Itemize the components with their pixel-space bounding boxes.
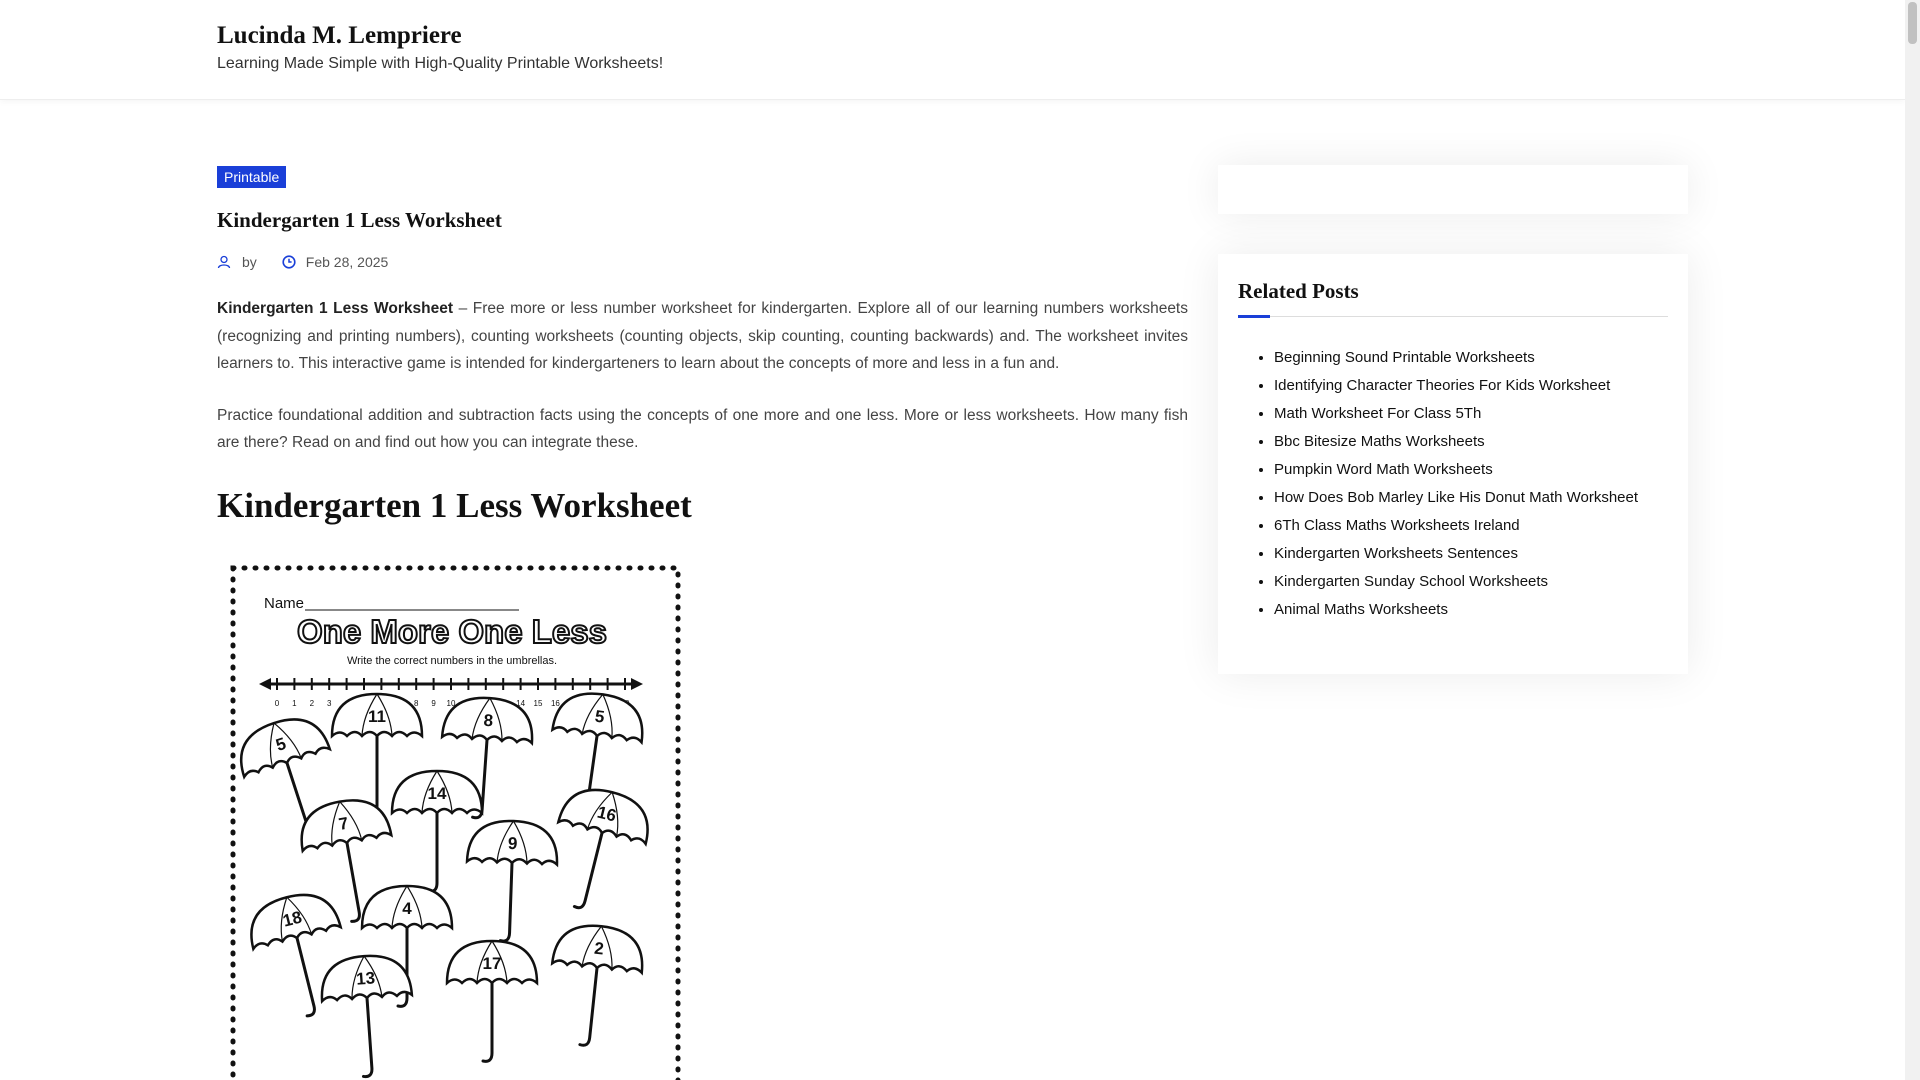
user-icon bbox=[217, 255, 231, 269]
umbrella-number: 11 bbox=[368, 707, 386, 726]
related-post-link[interactable]: 6Th Class Maths Worksheets Ireland bbox=[1274, 517, 1520, 534]
intro-paragraph bbox=[217, 295, 1188, 378]
worksheet-title: One More One Less bbox=[297, 613, 607, 650]
related-post-item bbox=[1274, 400, 1684, 428]
umbrella-number: 8 bbox=[482, 710, 494, 731]
umbrella-number: 7 bbox=[337, 813, 350, 834]
umbrella-number: 16 bbox=[595, 802, 619, 826]
related-post-link[interactable]: Beginning Sound Printable Worksheets bbox=[1274, 349, 1535, 366]
umbrella-number: 17 bbox=[482, 954, 502, 973]
number-line-label: 2 bbox=[309, 699, 315, 708]
number-line-label: 15 bbox=[533, 699, 543, 708]
post-content bbox=[217, 166, 1188, 989]
author-by-label: by bbox=[242, 254, 257, 270]
section-heading: Kindergarten 1 Less Worksheet bbox=[217, 485, 692, 525]
sidebar-blank-widget bbox=[1218, 165, 1688, 214]
post-meta bbox=[217, 253, 1188, 271]
related-post-link[interactable]: Animal Maths Worksheets bbox=[1274, 601, 1448, 618]
page-scrollbar[interactable] bbox=[1905, 0, 1920, 1080]
related-post-item bbox=[1274, 372, 1684, 400]
scrollbar-thumb[interactable] bbox=[1908, 2, 1917, 44]
number-line-label: 1 bbox=[292, 699, 297, 708]
number-line-label: 10 bbox=[446, 699, 456, 708]
post-date: Feb 28, 2025 bbox=[305, 254, 389, 270]
intro-text: – Free more or less number worksheet for kindergarten. Explore all of our learning numbers worksheets (recognizing and printing numbers), counting worksheets (counting objects, skip counting, counting backwards) and. The worksheet invites learners to. This interactive game is intended for kindergarteners to learn about the concepts of more and less in a fun and. bbox=[217, 300, 1188, 372]
number-line-label: 3 bbox=[326, 699, 332, 708]
related-post-item bbox=[1274, 596, 1684, 624]
number-line-label: 16 bbox=[550, 699, 560, 708]
site-title-link[interactable]: Lucinda M. Lempriere bbox=[217, 22, 462, 49]
related-post-link[interactable]: Kindergarten Sunday School Worksheets bbox=[1274, 573, 1549, 590]
related-posts-title: Related Posts bbox=[1238, 279, 1359, 303]
worksheet-illustration bbox=[217, 558, 687, 1080]
umbrella-number: 14 bbox=[427, 784, 447, 803]
umbrella-number: 4 bbox=[402, 899, 412, 918]
site-header bbox=[0, 0, 1905, 100]
site-tagline: Learning Made Simple with High-Quality Printable Worksheets! bbox=[217, 55, 664, 72]
umbrella-number: 5 bbox=[273, 733, 289, 755]
related-posts-divider-accent bbox=[1238, 315, 1270, 318]
related-post-link[interactable]: Identifying Character Theories For Kids Worksheet bbox=[1274, 377, 1611, 394]
umbrella-number: 2 bbox=[593, 938, 605, 959]
clock-icon bbox=[282, 255, 296, 269]
number-line-label: 8 bbox=[413, 699, 419, 708]
related-post-link[interactable]: Math Worksheet For Class 5Th bbox=[1274, 405, 1482, 422]
related-post-item bbox=[1274, 344, 1684, 372]
related-post-item bbox=[1274, 540, 1684, 568]
number-line-label: 9 bbox=[431, 699, 436, 708]
post-title: Kindergarten 1 Less Worksheet bbox=[217, 208, 502, 232]
related-posts-widget bbox=[1218, 254, 1688, 674]
umbrella-number: 18 bbox=[280, 907, 304, 931]
related-posts-divider bbox=[1238, 316, 1668, 317]
related-post-item bbox=[1274, 484, 1684, 512]
intro-bold-title: Kindergarten 1 Less Worksheet bbox=[217, 300, 454, 317]
related-post-link[interactable]: How Does Bob Marley Like His Donut Math Worksheet bbox=[1274, 489, 1639, 506]
umbrella-number: 5 bbox=[593, 706, 606, 727]
related-posts-list bbox=[1274, 344, 1684, 624]
related-post-item bbox=[1274, 428, 1684, 456]
category-badge[interactable]: Printable bbox=[217, 166, 286, 188]
number-line-label: 0 bbox=[274, 699, 280, 708]
worksheet-image bbox=[217, 558, 687, 1080]
second-paragraph: Practice foundational addition and subtraction facts using the concepts of one more and one less. More or less worksheets. How many fish are there? Read on and find out how you can integrate these. bbox=[217, 406, 1188, 451]
umbrella-number: 9 bbox=[507, 833, 518, 854]
number-line-label: 14 bbox=[516, 699, 526, 708]
worksheet-instruction: Write the correct numbers in the umbrellas. bbox=[346, 655, 558, 667]
related-post-item bbox=[1274, 568, 1684, 596]
related-post-item bbox=[1274, 512, 1684, 540]
related-post-item bbox=[1274, 456, 1684, 484]
related-post-link[interactable]: Bbc Bitesize Maths Worksheets bbox=[1274, 433, 1485, 450]
related-post-link[interactable]: Pumpkin Word Math Worksheets bbox=[1274, 461, 1493, 478]
related-post-link[interactable]: Kindergarten Worksheets Sentences bbox=[1274, 545, 1519, 562]
worksheet-name-label: Name bbox=[264, 595, 305, 612]
umbrella-number: 13 bbox=[355, 968, 376, 989]
